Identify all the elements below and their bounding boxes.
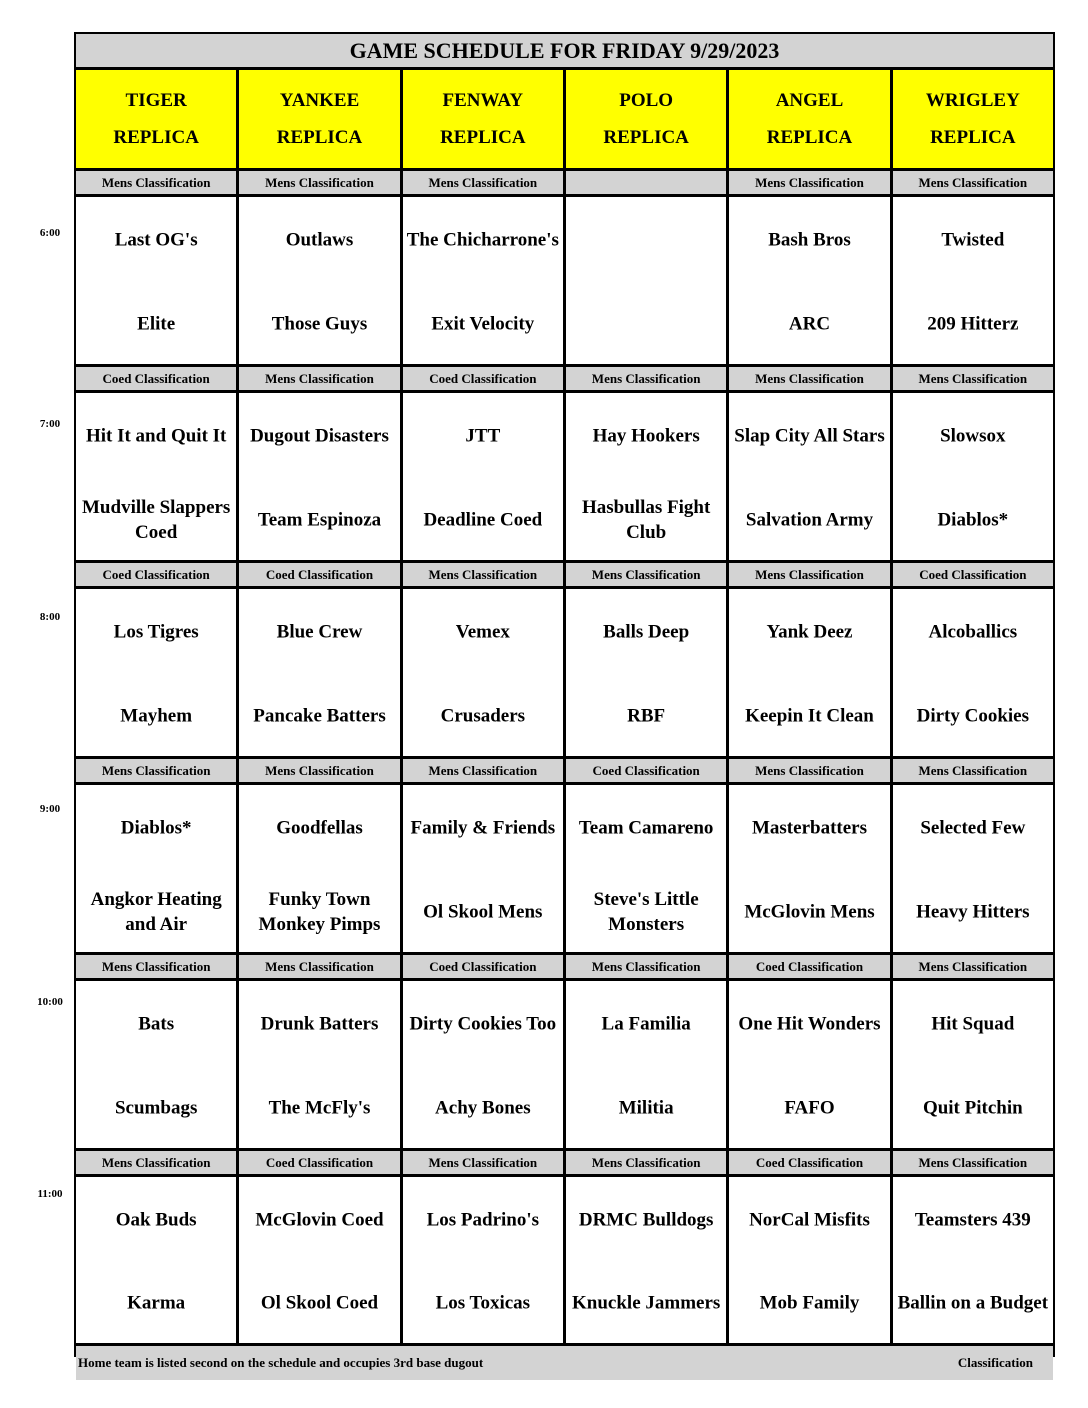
visiting-team: Hay Hookers xyxy=(592,425,700,447)
classification-label: Mens Classification xyxy=(403,1151,563,1174)
field-header xyxy=(566,70,726,168)
home-team: Those Guys xyxy=(271,313,368,335)
home-team: Knuckle Jammers xyxy=(572,1292,721,1314)
visiting-team: Hit Squad xyxy=(931,1013,1015,1035)
field-name: YANKEE xyxy=(279,90,360,111)
footer-note: Home team is listed second on the schedule and occupies 3rd base dugout xyxy=(78,1355,484,1370)
field-name: WRIGLEY xyxy=(925,90,1020,111)
classification-label: Mens Classification xyxy=(403,759,563,782)
field-header xyxy=(239,70,399,168)
game-cell xyxy=(76,197,236,364)
game-cell xyxy=(239,589,399,756)
home-team: Salvation Army xyxy=(745,509,874,531)
field-subtitle: REPLICA xyxy=(603,127,689,148)
game-cell xyxy=(239,393,399,560)
home-team: Mob Family xyxy=(759,1292,860,1314)
visiting-team: Team Camareno xyxy=(578,817,714,839)
field-name: POLO xyxy=(619,90,674,111)
home-team: Hasbullas Fight Club xyxy=(582,496,711,543)
game-cell xyxy=(239,1177,399,1343)
visiting-team: Slap City All Stars xyxy=(734,425,885,447)
classification-label: Coed Classification xyxy=(239,1151,399,1174)
visiting-team: Goodfellas xyxy=(276,817,363,839)
game-cell xyxy=(239,981,399,1148)
footer-label: Classification xyxy=(957,1355,1033,1370)
visiting-team: Family & Friends xyxy=(410,817,556,839)
visiting-team: DRMC Bulldogs xyxy=(578,1209,714,1231)
classification-label: Coed Classification xyxy=(729,1151,889,1174)
home-team: Keepin It Clean xyxy=(745,705,874,727)
classification-label: Mens Classification xyxy=(566,367,726,390)
home-team: Angkor Heating and Air xyxy=(90,888,222,935)
game-cell xyxy=(566,393,726,560)
home-team: Elite xyxy=(137,313,176,335)
visiting-team: La Familia xyxy=(601,1013,691,1035)
visiting-team: NorCal Misfits xyxy=(749,1209,870,1231)
time-label: 11:00 xyxy=(37,1188,63,1200)
home-team: Deadline Coed xyxy=(423,509,543,531)
visiting-team: Alcoballics xyxy=(928,621,1018,643)
home-team: Karma xyxy=(127,1292,186,1314)
visiting-team: Last OG's xyxy=(114,229,198,251)
field-name: TIGER xyxy=(125,90,187,111)
classification-label: Coed Classification xyxy=(239,563,399,586)
game-cell xyxy=(76,1177,236,1343)
game-cell xyxy=(893,197,1053,364)
visiting-team: One Hit Wonders xyxy=(738,1013,881,1035)
classification-label: Mens Classification xyxy=(76,955,236,978)
classification-label: Mens Classification xyxy=(76,171,236,194)
home-team: Mudville Slappers Coed xyxy=(82,496,231,543)
visiting-team: Masterbatters xyxy=(751,817,867,839)
classification-label: Mens Classification xyxy=(729,563,889,586)
game-cell xyxy=(893,785,1053,952)
game-cell xyxy=(566,981,726,1148)
field-subtitle: REPLICA xyxy=(276,127,363,148)
classification-label xyxy=(566,171,726,194)
home-team: 209 Hitterz xyxy=(927,313,1019,335)
game-cell xyxy=(566,589,726,756)
home-team: Diablos* xyxy=(937,509,1009,531)
visiting-team: Dugout Disasters xyxy=(250,425,389,447)
classification-label: Mens Classification xyxy=(566,955,726,978)
classification-label: Mens Classification xyxy=(76,1151,236,1174)
visiting-team: Twisted xyxy=(941,229,1005,251)
field-name: ANGEL xyxy=(775,90,844,111)
home-team: Quit Pitchin xyxy=(922,1097,1023,1119)
visiting-team: McGlovin Coed xyxy=(255,1209,384,1231)
game-cell xyxy=(893,589,1053,756)
game-cell xyxy=(403,393,563,560)
time-label: 7:00 xyxy=(39,418,61,430)
field-subtitle: REPLICA xyxy=(113,127,199,148)
visiting-team: Los Padrino's xyxy=(426,1209,540,1231)
game-cell xyxy=(403,981,563,1148)
home-team: Crusaders xyxy=(440,705,526,727)
game-cell xyxy=(893,393,1053,560)
classification-label: Mens Classification xyxy=(403,563,563,586)
game-cell xyxy=(239,197,399,364)
classification-label: Mens Classification xyxy=(729,759,889,782)
home-team: ARC xyxy=(788,313,831,335)
game-cell xyxy=(566,785,726,952)
classification-label: Mens Classification xyxy=(566,1151,726,1174)
field-header xyxy=(729,70,889,168)
field-header xyxy=(76,70,236,168)
visiting-team: Diablos* xyxy=(120,817,192,839)
home-team: Ol Skool Mens xyxy=(423,901,543,923)
field-header xyxy=(403,70,563,168)
game-cell xyxy=(239,785,399,952)
schedule-table xyxy=(74,32,1055,1370)
time-label: 10:00 xyxy=(37,996,63,1008)
classification-label: Mens Classification xyxy=(893,367,1053,390)
visiting-team: Yank Deez xyxy=(766,621,853,643)
home-team: FAFO xyxy=(784,1097,835,1119)
visiting-team: Bats xyxy=(138,1013,175,1035)
classification-label: Mens Classification xyxy=(893,171,1053,194)
visiting-team: Drunk Batters xyxy=(260,1013,379,1035)
game-cell xyxy=(76,785,236,952)
game-cell xyxy=(566,1177,726,1343)
home-team: McGlovin Mens xyxy=(744,901,875,923)
home-team: Militia xyxy=(618,1097,674,1119)
classification-label: Coed Classification xyxy=(403,955,563,978)
classification-label: Coed Classification xyxy=(729,955,889,978)
classification-label: Mens Classification xyxy=(893,759,1053,782)
classification-label: Coed Classification xyxy=(893,563,1053,586)
classification-label: Mens Classification xyxy=(729,367,889,390)
visiting-team: Los Tigres xyxy=(113,621,199,643)
classification-label: Coed Classification xyxy=(76,367,236,390)
home-team: Achy Bones xyxy=(435,1097,531,1119)
visiting-team: Bash Bros xyxy=(768,229,851,251)
classification-label: Coed Classification xyxy=(403,367,563,390)
visiting-team: Teamsters 439 xyxy=(914,1209,1031,1231)
home-team: Heavy Hitters xyxy=(916,901,1030,923)
home-team: Funky Town Monkey Pimps xyxy=(258,888,381,935)
classification-label: Mens Classification xyxy=(729,171,889,194)
game-cell xyxy=(729,1177,889,1343)
home-team: Exit Velocity xyxy=(431,313,535,335)
visiting-team: Vemex xyxy=(455,621,510,643)
game-cell xyxy=(729,785,889,952)
schedule-footer xyxy=(76,1346,1053,1380)
visiting-team: Balls Deep xyxy=(603,621,690,643)
home-team: The McFly's xyxy=(268,1097,371,1119)
game-cell xyxy=(403,1177,563,1343)
classification-label: Mens Classification xyxy=(239,367,399,390)
field-subtitle: REPLICA xyxy=(766,127,853,148)
classification-label: Mens Classification xyxy=(893,955,1053,978)
classification-label: Mens Classification xyxy=(566,563,726,586)
classification-label: Mens Classification xyxy=(239,171,399,194)
game-cell xyxy=(403,785,563,952)
game-cell xyxy=(76,589,236,756)
home-team: Scumbags xyxy=(114,1097,198,1119)
classification-label: Mens Classification xyxy=(893,1151,1053,1174)
field-subtitle: REPLICA xyxy=(440,127,526,148)
time-column xyxy=(0,0,74,1408)
visiting-team: Selected Few xyxy=(920,817,1026,839)
visiting-team: Blue Crew xyxy=(276,621,363,643)
visiting-team: Dirty Cookies Too xyxy=(409,1013,557,1035)
time-label: 9:00 xyxy=(39,803,61,815)
game-cell xyxy=(893,981,1053,1148)
time-label: 8:00 xyxy=(39,611,61,623)
visiting-team: Hit It and Quit It xyxy=(85,425,227,447)
field-header xyxy=(893,70,1053,168)
home-team: Mayhem xyxy=(120,705,193,727)
home-team: RBF xyxy=(627,705,666,727)
game-cell xyxy=(729,393,889,560)
time-label: 6:00 xyxy=(39,227,61,239)
classification-label: Mens Classification xyxy=(403,171,563,194)
classification-label: Coed Classification xyxy=(566,759,726,782)
visiting-team: Outlaws xyxy=(285,229,354,251)
home-team: Ol Skool Coed xyxy=(260,1292,379,1314)
game-cell xyxy=(403,589,563,756)
visiting-team: Oak Buds xyxy=(115,1209,197,1231)
game-cell xyxy=(729,197,889,364)
classification-label: Mens Classification xyxy=(76,759,236,782)
classification-label: Mens Classification xyxy=(239,759,399,782)
home-team: Steve's Little Monsters xyxy=(593,888,699,935)
game-cell xyxy=(729,589,889,756)
classification-label: Coed Classification xyxy=(76,563,236,586)
home-team: Ballin on a Budget xyxy=(897,1292,1049,1314)
visiting-team: The Chicharrone's xyxy=(406,229,559,251)
home-team: Team Espinoza xyxy=(257,509,382,531)
visiting-team: JTT xyxy=(465,425,501,447)
field-name: FENWAY xyxy=(442,90,524,111)
field-subtitle: REPLICA xyxy=(930,127,1016,148)
home-team: Dirty Cookies xyxy=(916,705,1030,727)
game-cell xyxy=(403,197,563,364)
home-team: Pancake Batters xyxy=(253,705,386,727)
game-cell xyxy=(893,1177,1053,1343)
game-cell xyxy=(729,981,889,1148)
game-cell xyxy=(76,981,236,1148)
classification-label: Mens Classification xyxy=(239,955,399,978)
schedule-title: GAME SCHEDULE FOR FRIDAY 9/29/2023 xyxy=(76,34,1053,67)
game-cell xyxy=(566,197,726,364)
visiting-team: Slowsox xyxy=(940,425,1006,447)
game-cell xyxy=(76,393,236,560)
home-team: Los Toxicas xyxy=(435,1292,531,1314)
